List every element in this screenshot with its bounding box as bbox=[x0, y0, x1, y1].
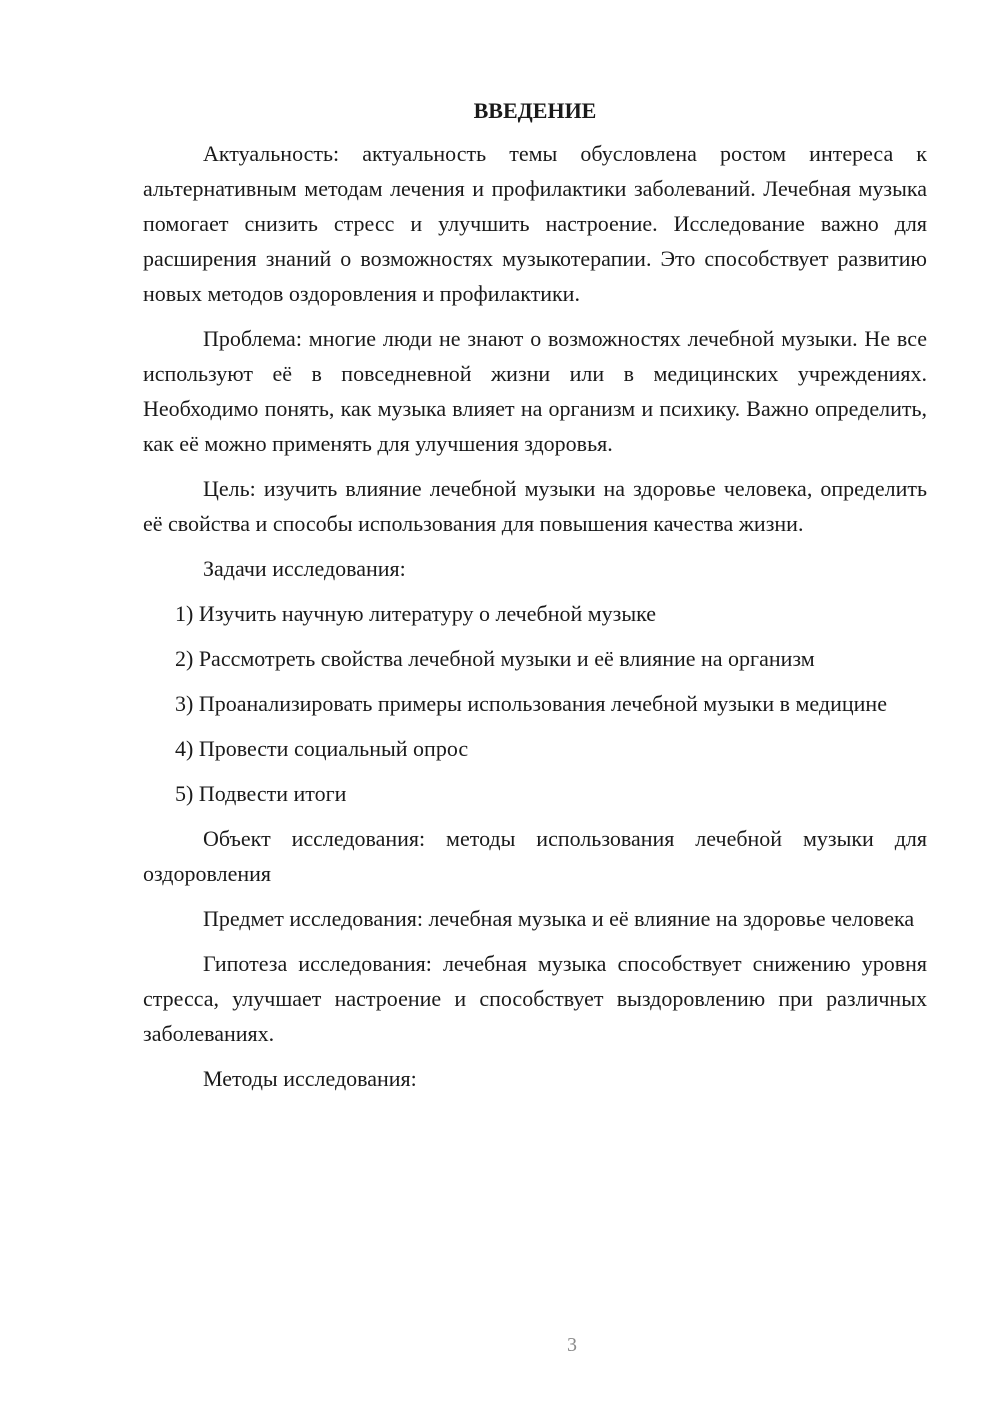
task-item-3: 3) Проанализировать примеры использования лечебной музыки в медицине bbox=[175, 691, 887, 716]
task-item-2: 2) Рассмотреть свойства лечебной музыки и её влияние на организм bbox=[175, 646, 815, 671]
page-number: 3 bbox=[567, 1334, 577, 1356]
task-item-4: 4) Провести социальный опрос bbox=[175, 736, 469, 761]
subject-paragraph: Предмет исследования: лечебная музыка и её влияние на здоровье человека bbox=[203, 906, 915, 931]
object-paragraph: Объект исследования: методы использования лечебной музыки для оздоровления bbox=[143, 826, 927, 886]
section-title: ВВЕДЕНИЕ bbox=[473, 98, 597, 123]
hypothesis-paragraph: Гипотеза исследования: лечебная музыка способствует снижению уровня стресса, улучшает настроение и способствует выздоровлению при различных заболеваниях. bbox=[143, 951, 927, 1046]
methods-heading: Методы исследования: bbox=[203, 1066, 417, 1091]
problem-paragraph: Проблема: многие люди не знают о возможностях лечебной музыки. Не все используют её в повседневной жизни или в медицинских учреждениях. Необходимо понять, как музыка влияет на организм и психику. Важно определить, как её можно применять для улучшения здоровья. bbox=[143, 326, 927, 456]
goal-paragraph: Цель: изучить влияние лечебной музыки на здоровье человека, определить её свойства и способы использования для повышения качества жизни. bbox=[143, 476, 927, 536]
task-item-5: 5) Подвести итоги bbox=[175, 781, 347, 806]
task-item-1: 1) Изучить научную литературу о лечебной музыке bbox=[175, 601, 657, 626]
tasks-heading: Задачи исследования: bbox=[203, 556, 406, 581]
page-content bbox=[143, 96, 927, 1106]
relevance-paragraph: Актуальность: актуальность темы обусловлена ростом интереса к альтернативным методам лечения и профилактики заболеваний. Лечебная музыка помогает снизить стресс и улучшить настроение. Исследование важно для расширения знаний о возможностях музыкотерапии. Это способствует развитию новых методов оздоровления и профилактики. bbox=[143, 141, 927, 306]
